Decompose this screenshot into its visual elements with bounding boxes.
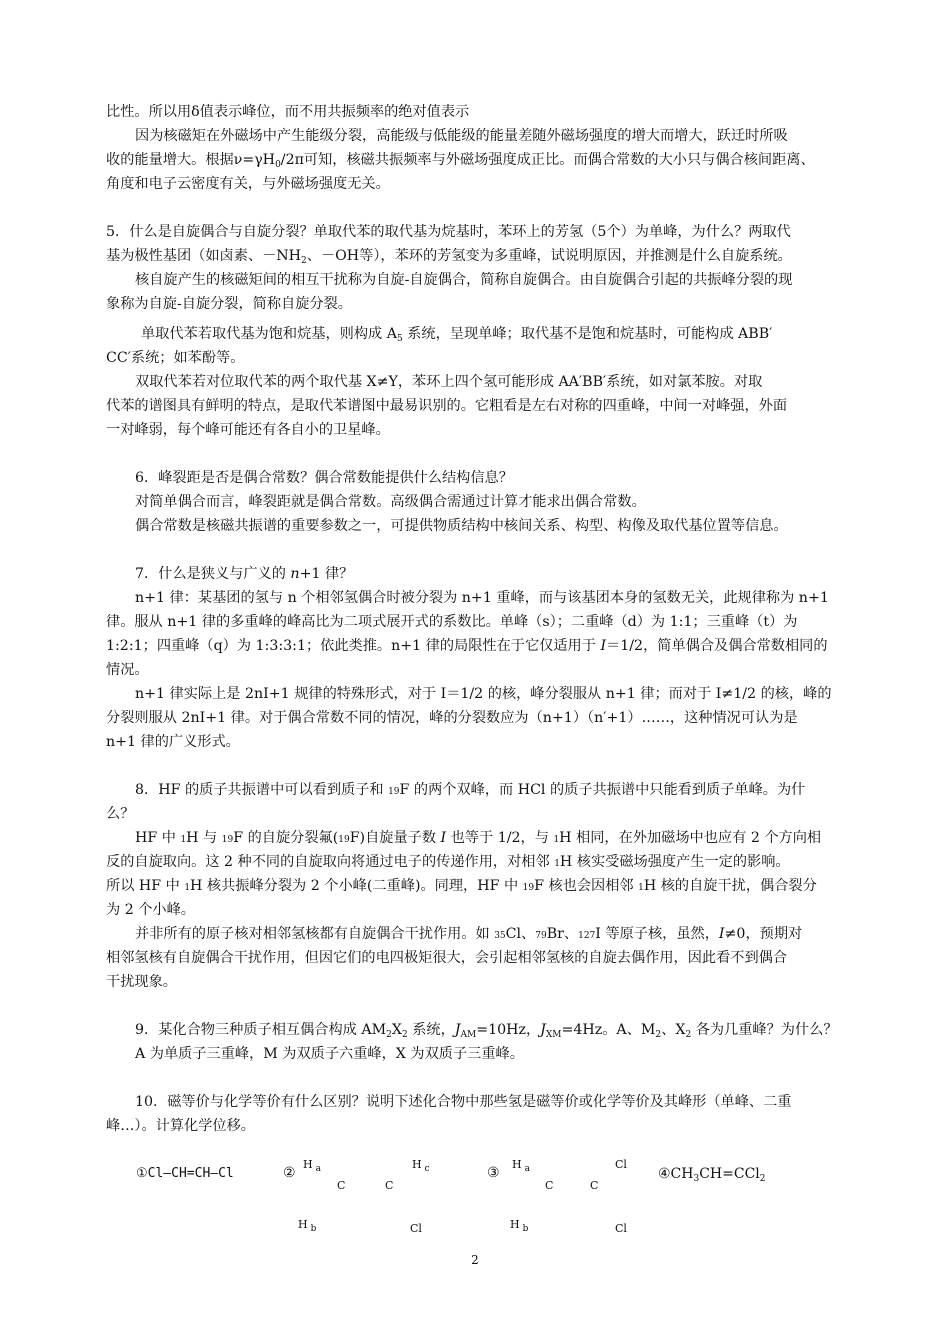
text-line: 双取代苯若对位取代苯的两个取代基 X≠Y，苯环上四个氢可能形成 AA′BB′系统，如对氯苯胺。对取 (135, 374, 763, 390)
text-line: n+1 律的广义形式。 (106, 734, 240, 750)
atom-h: H $_a$ (512, 1158, 530, 1174)
text-line: 为 2 个小峰。 (106, 902, 195, 918)
atom-h: H $_b$ (298, 1218, 317, 1234)
text-line: 1:2:1；四重峰（q）为 1:3:3:1；依此类推。n+1 律的局限性在于它仅适用于 I＝1/2，简单偶合及偶合常数相同的 (106, 638, 828, 654)
text-line: 因为核磁矩在外磁场中产生能级分裂，高能级与低能级的能量差随外磁场强度的增大而增大，跃迁时所吸 (135, 128, 788, 144)
atom-h: H $_b$ (510, 1218, 529, 1234)
atom-c: C (385, 1179, 394, 1192)
atom-cl: Cl (615, 1222, 627, 1235)
text-line: 核自旋产生的核磁矩间的相互干扰称为自旋-自旋偶合，简称自旋偶合。由自旋偶合引起的共振峰分裂的现 (135, 272, 793, 288)
text-line: 角度和电子云密度有关，与外磁场强度无关。 (106, 176, 390, 192)
text-line: 象称为自旋-自旋分裂，简称自旋分裂。 (106, 296, 352, 312)
question-8-title: 么？ (106, 806, 135, 822)
text-line: 反的自旋取向。这 2 种不同的自旋取向将通过电子的传递作用，对相邻 1H 核实受磁场强度产生一定的影响。 (106, 854, 790, 870)
text-line: A 为单质子三重峰，M 为双质子六重峰，X 为双质子三重峰。 (135, 1046, 524, 1062)
atom-cl: Cl (410, 1222, 422, 1235)
question-9-title: 9．某化合物三种质子相互偶合构成 $AM_2X_2$ 系统，$J_{AM}=10Hz$，$J_{XM}=4Hz$。A、$M_2$、$X_2$ 各为几重峰？为什么？ (135, 1022, 838, 1040)
text-line: 情况。 (106, 662, 149, 678)
text-line: 分裂则服从 2nI+1 律。对于偶合常数不同的情况，峰的分裂数应为（n+1）（n′+1）……，这种情况可认为是 (106, 710, 798, 726)
text-line: CC′系统；如苯酚等。 (106, 350, 245, 366)
page-number: 2 (471, 1253, 479, 1267)
text-line: n+1 律：某基团的氢与 n 个相邻氢偶合时被分裂为 n+1 重峰，而与该基团本身的氢数无关，此规律称为 n+1 (135, 590, 829, 606)
text-line: 偶合常数是核磁共振谱的重要参数之一，可提供物质结构中核间关系、构型、构像及取代基位置等信息。 (135, 518, 788, 534)
question-10-title: 10．磁等价与化学等价有什么区别？说明下述化合物中那些氢是磁等价或化学等价及其峰形（单峰、二重 (135, 1094, 792, 1110)
formula-1: ①Cl—CH=CH—Cl (136, 1166, 234, 1181)
question-10-title: 峰…）。计算化学位移。 (106, 1118, 255, 1134)
text-line: 律。服从 n+1 律的多重峰的峰高比为二项式展开式的系数比。单峰（s）；二重峰（d）为 1:1；三重峰（t）为 (106, 614, 798, 630)
formula-3-number: ③ (487, 1165, 500, 1181)
text-line: 并非所有的原子核对相邻氢核都有自旋偶合干扰作用。如 35Cl、79Br、127I 等原子核，虽然，I≠0，预期对 (135, 926, 803, 942)
formula-2-number: ② (283, 1165, 296, 1181)
atom-h: H $_c$ (412, 1158, 430, 1174)
text-line: 比性。所以用δ值表示峰位，而不用共振频率的绝对值表示 (106, 104, 470, 120)
atom-h: H $_a$ (303, 1158, 321, 1174)
atom-c: C (590, 1179, 599, 1192)
text-line: 所以 HF 中 1H 核共振峰分裂为 2 个小峰(二重峰)。同理，HF 中 19F 核也会因相邻 1H 核的自旋干扰，偶合裂分 (106, 878, 817, 894)
atom-c: C (337, 1179, 346, 1192)
text-line: 代苯的谱图具有鲜明的特点，是取代苯谱图中最易识别的。它粗看是左右对称的四重峰，中间一对峰强，外面 (106, 398, 788, 414)
question-5-title: 5．什么是自旋偶合与自旋分裂？单取代苯的取代基为烷基时，苯环上的芳氢（5个）为单峰，为什么？两取代 (106, 224, 791, 240)
question-5-title: 基为极性基团（如卤素、$-NH_2$、－OH等），苯环的芳氢变为多重峰，试说明原因，并推测是什么自旋系统。 (106, 248, 792, 266)
question-8-title: 8．HF 的质子共振谱中可以看到质子和 19F 的两个双峰，而 HCl 的质子共振谱中只能看到质子单峰。为什 (135, 782, 806, 798)
text-line: n+1 律实际上是 2nI+1 规律的特殊形式，对于 I＝1/2 的核，峰分裂服从 n+1 律；而对于 I≠1/2 的核，峰的 (135, 686, 832, 702)
text-line: 收的能量增大。根据$\nu=\gamma H_0/2\pi$可知，核磁共振频率与外磁场强度成正比。而偶合常数的大小只与偶合核间距离、 (106, 152, 815, 170)
question-7-title: 7．什么是狭义与广义的 n+1 律？ (135, 566, 354, 582)
atom-cl: Cl (615, 1158, 627, 1171)
text-line: 相邻氢核有自旋偶合干扰作用，但因它们的电四极矩很大，会引起相邻氢核的自旋去偶作用，因此看不到偶合 (106, 950, 788, 966)
text-line: 干扰现象。 (106, 974, 177, 990)
atom-c: C (545, 1179, 554, 1192)
formula-4: $④CH_3CH=CCl_2$ (658, 1166, 766, 1184)
text-line: HF 中 1H 与 19F 的自旋分裂氟(19F)自旋量子数 I 也等于 1/2，与 1H 相同，在外加磁场中也应有 2 个方向相 (135, 830, 822, 846)
text-line: 单取代苯若取代基为饱和烷基，则构成 $A_5$ 系统，呈现单峰；取代基不是饱和烷基时，可能构成 ABB′ (141, 326, 773, 344)
text-line: 对简单偶合而言，峰裂距就是偶合常数。高级偶合需通过计算才能求出偶合常数。 (135, 494, 646, 510)
question-6-title: 6．峰裂距是否是偶合常数？偶合常数能提供什么结构信息？ (135, 470, 513, 486)
text-line: 一对峰弱，每个峰可能还有各自小的卫星峰。 (106, 422, 390, 438)
